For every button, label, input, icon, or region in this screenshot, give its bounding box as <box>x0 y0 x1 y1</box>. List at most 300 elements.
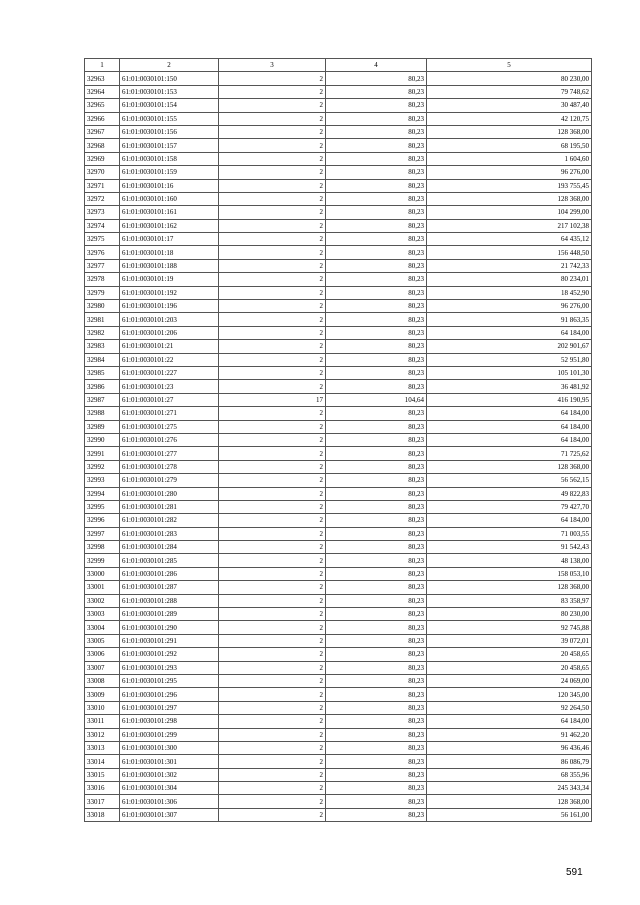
quantity-cell: 2 <box>219 554 326 567</box>
value-cell: 217 102,38 <box>427 219 592 232</box>
quantity-cell: 2 <box>219 460 326 473</box>
table-row <box>85 179 592 192</box>
value-cell: 86 086,79 <box>427 755 592 768</box>
area-cell: 80,23 <box>326 715 427 728</box>
table-row <box>85 300 592 313</box>
table-row <box>85 728 592 741</box>
row-number-cell: 32977 <box>85 259 120 272</box>
area-cell: 80,23 <box>326 782 427 795</box>
quantity-cell: 2 <box>219 407 326 420</box>
quantity-cell: 2 <box>219 152 326 165</box>
table-row <box>85 393 592 406</box>
quantity-cell: 2 <box>219 313 326 326</box>
area-cell: 80,23 <box>326 581 427 594</box>
row-number-cell: 32992 <box>85 460 120 473</box>
area-cell: 80,23 <box>326 741 427 754</box>
cadastral-number-cell: 61:01:0030101:275 <box>120 420 219 433</box>
cadastral-number-cell: 61:01:0030101:153 <box>120 85 219 98</box>
cadastral-number-cell: 61:01:0030101:288 <box>120 594 219 607</box>
quantity-cell: 2 <box>219 701 326 714</box>
quantity-cell: 2 <box>219 380 326 393</box>
quantity-cell: 2 <box>219 192 326 205</box>
cadastral-number-cell: 61:01:0030101:287 <box>120 581 219 594</box>
cadastral-number-cell: 61:01:0030101:159 <box>120 166 219 179</box>
row-number-cell: 32970 <box>85 166 120 179</box>
row-number-cell: 33013 <box>85 741 120 754</box>
column-header-5: 5 <box>427 59 592 72</box>
column-header-4: 4 <box>326 59 427 72</box>
quantity-cell: 2 <box>219 487 326 500</box>
quantity-cell: 2 <box>219 621 326 634</box>
value-cell: 64 184,00 <box>427 715 592 728</box>
row-number-cell: 32963 <box>85 72 120 85</box>
table-row <box>85 433 592 446</box>
column-header-1: 1 <box>85 59 120 72</box>
area-cell: 80,23 <box>326 206 427 219</box>
table-row <box>85 581 592 594</box>
area-cell: 80,23 <box>326 648 427 661</box>
value-cell: 52 951,80 <box>427 353 592 366</box>
area-cell: 80,23 <box>326 125 427 138</box>
area-cell: 80,23 <box>326 380 427 393</box>
table-row <box>85 460 592 473</box>
table-row <box>85 567 592 580</box>
area-cell: 80,23 <box>326 487 427 500</box>
value-cell: 24 069,00 <box>427 674 592 687</box>
row-number-cell: 33006 <box>85 648 120 661</box>
row-number-cell: 32997 <box>85 527 120 540</box>
area-cell: 80,23 <box>326 139 427 152</box>
area-cell: 80,23 <box>326 701 427 714</box>
table-row <box>85 782 592 795</box>
cadastral-number-cell: 61:01:0030101:150 <box>120 72 219 85</box>
quantity-cell: 2 <box>219 514 326 527</box>
row-number-cell: 33010 <box>85 701 120 714</box>
area-cell: 80,23 <box>326 99 427 112</box>
value-cell: 96 436,46 <box>427 741 592 754</box>
area-cell: 80,23 <box>326 608 427 621</box>
table-row <box>85 326 592 339</box>
row-number-cell: 32990 <box>85 433 120 446</box>
value-cell: 156 448,50 <box>427 246 592 259</box>
value-cell: 56 161,00 <box>427 808 592 821</box>
table-row <box>85 340 592 353</box>
cadastral-number-cell: 61:01:0030101:17 <box>120 233 219 246</box>
value-cell: 128 368,00 <box>427 581 592 594</box>
cadastral-number-cell: 61:01:0030101:192 <box>120 286 219 299</box>
row-number-cell: 32986 <box>85 380 120 393</box>
area-cell: 80,23 <box>326 340 427 353</box>
value-cell: 68 195,50 <box>427 139 592 152</box>
area-cell: 80,23 <box>326 192 427 205</box>
table-row <box>85 527 592 540</box>
row-number-cell: 33014 <box>85 755 120 768</box>
row-number-cell: 32968 <box>85 139 120 152</box>
row-number-cell: 32972 <box>85 192 120 205</box>
cadastral-number-cell: 61:01:0030101:291 <box>120 634 219 647</box>
value-cell: 20 458,65 <box>427 661 592 674</box>
cadastral-number-cell: 61:01:0030101:157 <box>120 139 219 152</box>
quantity-cell: 2 <box>219 179 326 192</box>
cadastral-number-cell: 61:01:0030101:154 <box>120 99 219 112</box>
value-cell: 64 435,12 <box>427 233 592 246</box>
value-cell: 92 264,50 <box>427 701 592 714</box>
row-number-cell: 32979 <box>85 286 120 299</box>
cadastral-number-cell: 61:01:0030101:23 <box>120 380 219 393</box>
table-row <box>85 688 592 701</box>
table-row <box>85 166 592 179</box>
value-cell: 79 748,62 <box>427 85 592 98</box>
row-number-cell: 33005 <box>85 634 120 647</box>
table-row <box>85 741 592 754</box>
quantity-cell: 2 <box>219 420 326 433</box>
value-cell: 120 345,00 <box>427 688 592 701</box>
area-cell: 80,23 <box>326 233 427 246</box>
cadastral-number-cell: 61:01:0030101:286 <box>120 567 219 580</box>
row-number-cell: 32964 <box>85 85 120 98</box>
cadastral-number-cell: 61:01:0030101:300 <box>120 741 219 754</box>
cadastral-number-cell: 61:01:0030101:290 <box>120 621 219 634</box>
value-cell: 56 562,15 <box>427 474 592 487</box>
page-number: 591 <box>566 867 583 878</box>
row-number-cell: 32985 <box>85 366 120 379</box>
table-row <box>85 621 592 634</box>
area-cell: 80,23 <box>326 460 427 473</box>
table-row <box>85 795 592 808</box>
quantity-cell: 2 <box>219 273 326 286</box>
cadastral-number-cell: 61:01:0030101:277 <box>120 447 219 460</box>
value-cell: 49 822,83 <box>427 487 592 500</box>
row-number-cell: 32971 <box>85 179 120 192</box>
area-cell: 80,23 <box>326 674 427 687</box>
value-cell: 79 427,70 <box>427 500 592 513</box>
value-cell: 20 458,65 <box>427 648 592 661</box>
area-cell: 80,23 <box>326 474 427 487</box>
cadastral-number-cell: 61:01:0030101:18 <box>120 246 219 259</box>
table-row <box>85 99 592 112</box>
area-cell: 80,23 <box>326 112 427 125</box>
row-number-cell: 32991 <box>85 447 120 460</box>
value-cell: 64 184,00 <box>427 433 592 446</box>
cadastral-number-cell: 61:01:0030101:302 <box>120 768 219 781</box>
table-row <box>85 514 592 527</box>
row-number-cell: 32975 <box>85 233 120 246</box>
row-number-cell: 32984 <box>85 353 120 366</box>
table-row <box>85 139 592 152</box>
quantity-cell: 2 <box>219 755 326 768</box>
table-row <box>85 192 592 205</box>
value-cell: 105 101,30 <box>427 366 592 379</box>
row-number-cell: 32983 <box>85 340 120 353</box>
table-row <box>85 407 592 420</box>
cadastral-number-cell: 61:01:0030101:276 <box>120 433 219 446</box>
value-cell: 91 863,35 <box>427 313 592 326</box>
value-cell: 64 184,00 <box>427 326 592 339</box>
area-cell: 80,23 <box>326 594 427 607</box>
quantity-cell: 2 <box>219 139 326 152</box>
row-number-cell: 32995 <box>85 500 120 513</box>
table-row <box>85 768 592 781</box>
value-cell: 128 368,00 <box>427 460 592 473</box>
area-cell: 80,23 <box>326 768 427 781</box>
value-cell: 96 276,00 <box>427 300 592 313</box>
cadastral-number-cell: 61:01:0030101:19 <box>120 273 219 286</box>
cadastral-number-cell: 61:01:0030101:304 <box>120 782 219 795</box>
table-row <box>85 112 592 125</box>
quantity-cell: 2 <box>219 715 326 728</box>
row-number-cell: 32976 <box>85 246 120 259</box>
value-cell: 68 355,96 <box>427 768 592 781</box>
row-number-cell: 33004 <box>85 621 120 634</box>
value-cell: 80 234,01 <box>427 273 592 286</box>
quantity-cell: 2 <box>219 366 326 379</box>
quantity-cell: 2 <box>219 541 326 554</box>
quantity-cell: 2 <box>219 433 326 446</box>
value-cell: 36 481,92 <box>427 380 592 393</box>
cadastral-number-cell: 61:01:0030101:297 <box>120 701 219 714</box>
value-cell: 91 462,20 <box>427 728 592 741</box>
row-number-cell: 32965 <box>85 99 120 112</box>
column-header-3: 3 <box>219 59 326 72</box>
cadastral-number-cell: 61:01:0030101:203 <box>120 313 219 326</box>
cadastral-number-cell: 61:01:0030101:292 <box>120 648 219 661</box>
row-number-cell: 32969 <box>85 152 120 165</box>
quantity-cell: 2 <box>219 768 326 781</box>
row-number-cell: 33007 <box>85 661 120 674</box>
quantity-cell: 2 <box>219 688 326 701</box>
table-row <box>85 233 592 246</box>
registry-table-container <box>84 58 591 822</box>
quantity-cell: 2 <box>219 99 326 112</box>
quantity-cell: 2 <box>219 447 326 460</box>
cadastral-number-cell: 61:01:0030101:156 <box>120 125 219 138</box>
quantity-cell: 2 <box>219 353 326 366</box>
value-cell: 83 358,97 <box>427 594 592 607</box>
value-cell: 128 368,00 <box>427 795 592 808</box>
cadastral-number-cell: 61:01:0030101:281 <box>120 500 219 513</box>
area-cell: 80,23 <box>326 500 427 513</box>
quantity-cell: 2 <box>219 500 326 513</box>
cadastral-number-cell: 61:01:0030101:307 <box>120 808 219 821</box>
cadastral-number-cell: 61:01:0030101:206 <box>120 326 219 339</box>
table-row <box>85 447 592 460</box>
quantity-cell: 2 <box>219 233 326 246</box>
cadastral-number-cell: 61:01:0030101:280 <box>120 487 219 500</box>
area-cell: 80,23 <box>326 407 427 420</box>
area-cell: 80,23 <box>326 353 427 366</box>
table-row <box>85 72 592 85</box>
row-number-cell: 32999 <box>85 554 120 567</box>
table-row <box>85 808 592 821</box>
cadastral-number-cell: 61:01:0030101:278 <box>120 460 219 473</box>
quantity-cell: 2 <box>219 300 326 313</box>
quantity-cell: 2 <box>219 125 326 138</box>
cadastral-number-cell: 61:01:0030101:271 <box>120 407 219 420</box>
value-cell: 1 604,60 <box>427 152 592 165</box>
row-number-cell: 33003 <box>85 608 120 621</box>
row-number-cell: 32994 <box>85 487 120 500</box>
quantity-cell: 2 <box>219 206 326 219</box>
quantity-cell: 2 <box>219 782 326 795</box>
row-number-cell: 32981 <box>85 313 120 326</box>
row-number-cell: 33017 <box>85 795 120 808</box>
cadastral-number-cell: 61:01:0030101:160 <box>120 192 219 205</box>
row-number-cell: 33002 <box>85 594 120 607</box>
table-row <box>85 594 592 607</box>
table-row <box>85 608 592 621</box>
table-row <box>85 85 592 98</box>
table-body <box>85 72 592 822</box>
table-row <box>85 474 592 487</box>
cadastral-number-cell: 61:01:0030101:283 <box>120 527 219 540</box>
cadastral-number-cell: 61:01:0030101:306 <box>120 795 219 808</box>
cadastral-number-cell: 61:01:0030101:295 <box>120 674 219 687</box>
area-cell: 80,23 <box>326 755 427 768</box>
quantity-cell: 2 <box>219 567 326 580</box>
table-row <box>85 313 592 326</box>
cadastral-number-cell: 61:01:0030101:298 <box>120 715 219 728</box>
table-row <box>85 487 592 500</box>
table-row <box>85 259 592 272</box>
value-cell: 202 901,67 <box>427 340 592 353</box>
cadastral-number-cell: 61:01:0030101:16 <box>120 179 219 192</box>
quantity-cell: 2 <box>219 340 326 353</box>
quantity-cell: 2 <box>219 286 326 299</box>
cadastral-number-cell: 61:01:0030101:284 <box>120 541 219 554</box>
row-number-cell: 32996 <box>85 514 120 527</box>
cadastral-number-cell: 61:01:0030101:289 <box>120 608 219 621</box>
value-cell: 64 184,00 <box>427 407 592 420</box>
area-cell: 80,23 <box>326 514 427 527</box>
row-number-cell: 32974 <box>85 219 120 232</box>
cadastral-number-cell: 61:01:0030101:161 <box>120 206 219 219</box>
quantity-cell: 2 <box>219 326 326 339</box>
area-cell: 80,23 <box>326 246 427 259</box>
row-number-cell: 32978 <box>85 273 120 286</box>
cadastral-number-cell: 61:01:0030101:301 <box>120 755 219 768</box>
quantity-cell: 2 <box>219 581 326 594</box>
row-number-cell: 33018 <box>85 808 120 821</box>
value-cell: 128 368,00 <box>427 192 592 205</box>
quantity-cell: 2 <box>219 474 326 487</box>
row-number-cell: 33011 <box>85 715 120 728</box>
area-cell: 80,23 <box>326 326 427 339</box>
value-cell: 39 072,01 <box>427 634 592 647</box>
quantity-cell: 2 <box>219 728 326 741</box>
row-number-cell: 33009 <box>85 688 120 701</box>
area-cell: 80,23 <box>326 567 427 580</box>
value-cell: 245 343,34 <box>427 782 592 795</box>
table-row <box>85 500 592 513</box>
registry-table <box>84 58 592 822</box>
cadastral-number-cell: 61:01:0030101:282 <box>120 514 219 527</box>
area-cell: 80,23 <box>326 688 427 701</box>
cadastral-number-cell: 61:01:0030101:279 <box>120 474 219 487</box>
value-cell: 104 299,00 <box>427 206 592 219</box>
quantity-cell: 2 <box>219 594 326 607</box>
table-row <box>85 353 592 366</box>
area-cell: 80,23 <box>326 621 427 634</box>
value-cell: 71 725,62 <box>427 447 592 460</box>
area-cell: 80,23 <box>326 795 427 808</box>
row-number-cell: 32982 <box>85 326 120 339</box>
column-header-2: 2 <box>120 59 219 72</box>
quantity-cell: 2 <box>219 219 326 232</box>
cadastral-number-cell: 61:01:0030101:196 <box>120 300 219 313</box>
value-cell: 158 053,10 <box>427 567 592 580</box>
quantity-cell: 2 <box>219 795 326 808</box>
area-cell: 104,64 <box>326 393 427 406</box>
value-cell: 80 230,00 <box>427 608 592 621</box>
area-cell: 80,23 <box>326 366 427 379</box>
area-cell: 80,23 <box>326 661 427 674</box>
quantity-cell: 2 <box>219 608 326 621</box>
value-cell: 30 487,40 <box>427 99 592 112</box>
area-cell: 80,23 <box>326 72 427 85</box>
area-cell: 80,23 <box>326 166 427 179</box>
row-number-cell: 33000 <box>85 567 120 580</box>
table-row <box>85 634 592 647</box>
table-row <box>85 420 592 433</box>
table-row <box>85 661 592 674</box>
table-row <box>85 219 592 232</box>
row-number-cell: 32967 <box>85 125 120 138</box>
cadastral-number-cell: 61:01:0030101:285 <box>120 554 219 567</box>
value-cell: 416 190,95 <box>427 393 592 406</box>
value-cell: 71 003,55 <box>427 527 592 540</box>
quantity-cell: 2 <box>219 166 326 179</box>
quantity-cell: 17 <box>219 393 326 406</box>
area-cell: 80,23 <box>326 420 427 433</box>
cadastral-number-cell: 61:01:0030101:299 <box>120 728 219 741</box>
cadastral-number-cell: 61:01:0030101:293 <box>120 661 219 674</box>
area-cell: 80,23 <box>326 447 427 460</box>
quantity-cell: 2 <box>219 741 326 754</box>
quantity-cell: 2 <box>219 634 326 647</box>
quantity-cell: 2 <box>219 527 326 540</box>
cadastral-number-cell: 61:01:0030101:21 <box>120 340 219 353</box>
row-number-cell: 32993 <box>85 474 120 487</box>
cadastral-number-cell: 61:01:0030101:27 <box>120 393 219 406</box>
table-row <box>85 125 592 138</box>
value-cell: 64 184,00 <box>427 420 592 433</box>
value-cell: 96 276,00 <box>427 166 592 179</box>
quantity-cell: 2 <box>219 85 326 98</box>
area-cell: 80,23 <box>326 219 427 232</box>
area-cell: 80,23 <box>326 728 427 741</box>
row-number-cell: 32966 <box>85 112 120 125</box>
value-cell: 48 138,00 <box>427 554 592 567</box>
value-cell: 42 120,75 <box>427 112 592 125</box>
table-row <box>85 674 592 687</box>
table-header-row <box>85 59 592 72</box>
quantity-cell: 2 <box>219 246 326 259</box>
area-cell: 80,23 <box>326 152 427 165</box>
row-number-cell: 33001 <box>85 581 120 594</box>
area-cell: 80,23 <box>326 313 427 326</box>
quantity-cell: 2 <box>219 661 326 674</box>
area-cell: 80,23 <box>326 259 427 272</box>
cadastral-number-cell: 61:01:0030101:22 <box>120 353 219 366</box>
table-row <box>85 286 592 299</box>
value-cell: 92 745,88 <box>427 621 592 634</box>
table-row <box>85 715 592 728</box>
area-cell: 80,23 <box>326 554 427 567</box>
table-row <box>85 701 592 714</box>
value-cell: 193 755,45 <box>427 179 592 192</box>
quantity-cell: 2 <box>219 674 326 687</box>
table-row <box>85 206 592 219</box>
